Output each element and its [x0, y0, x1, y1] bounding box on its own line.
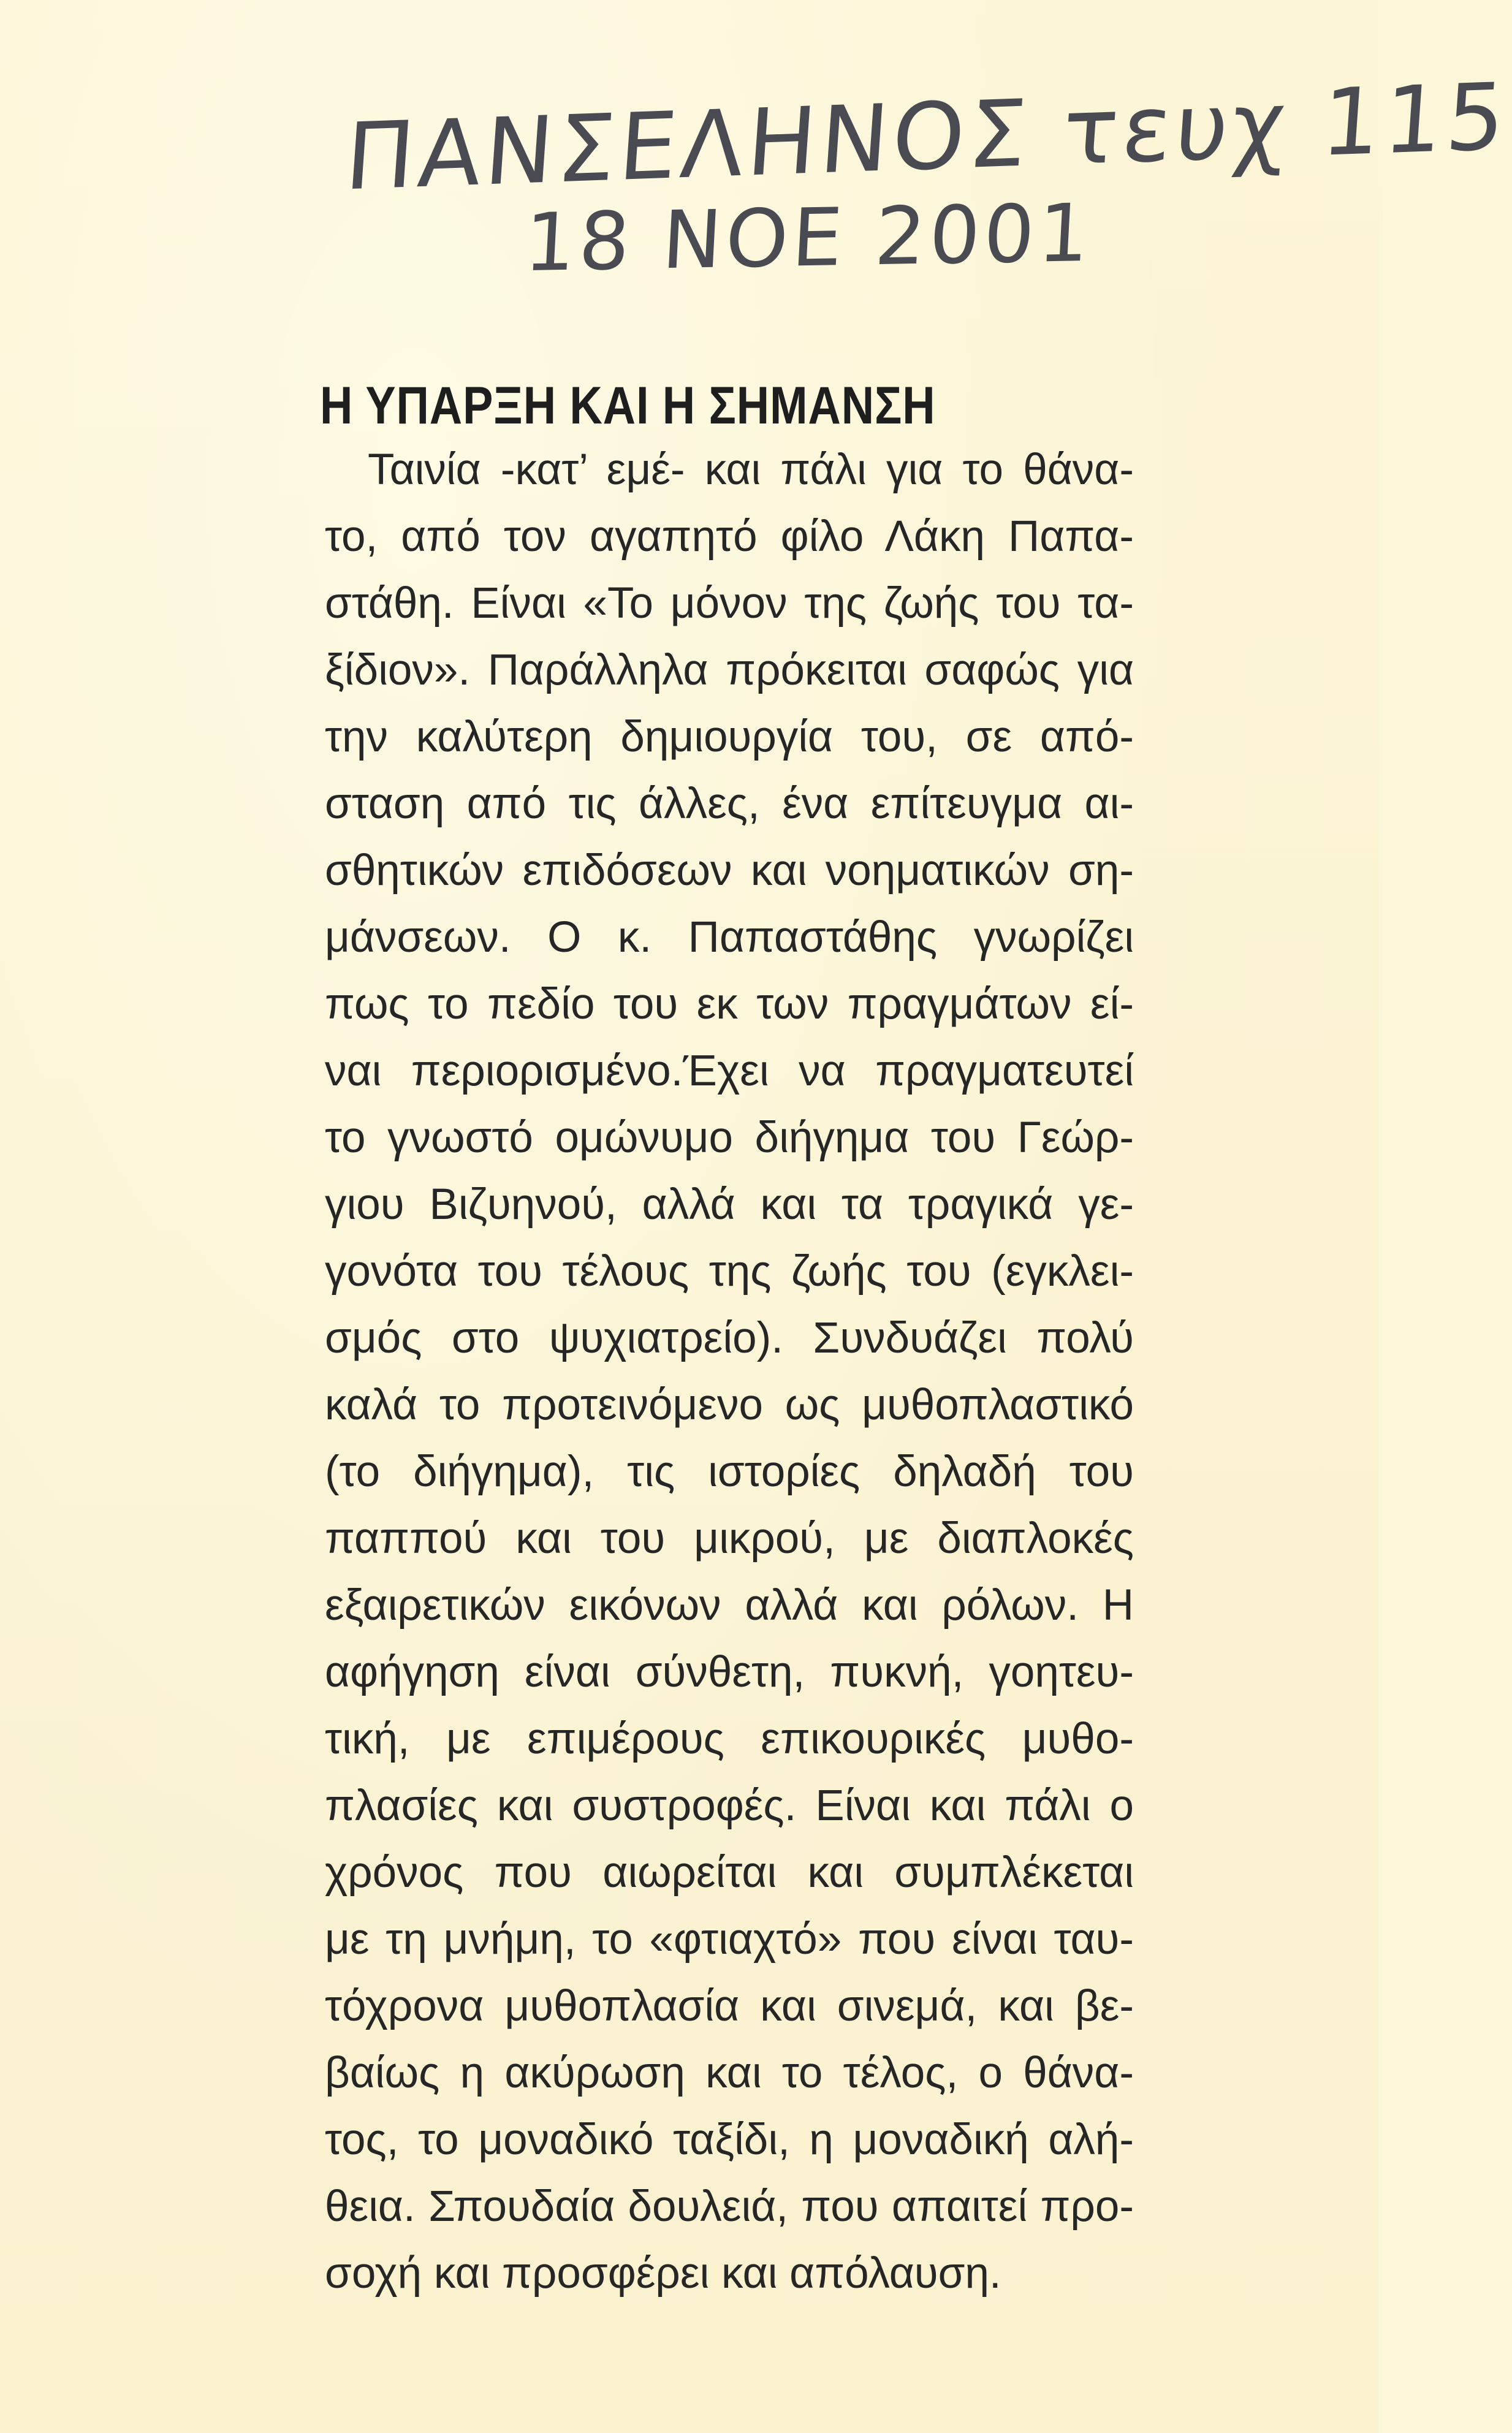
article-line: την καλύτερη δημιουργία του, σε από- [325, 713, 1134, 761]
article-line: Ταινία -κατ’ εμέ- και πάλι για το θάνα- [368, 446, 1134, 494]
handwritten-publication: ΠΑΝΣΕΛΗΝΟΣ τευχ 115 [341, 63, 1512, 211]
article-headline: Η ΥΠΑΡΞΗ ΚΑΙ Η ΣΗΜΑΝΣΗ [320, 376, 936, 435]
article-line: το, από τον αγαπητό φίλο Λάκη Παπα- [325, 512, 1134, 561]
article-line: τος, το μοναδικό ταξίδι, η μοναδική αλή- [325, 2116, 1134, 2164]
article-line: χρόνος που αιωρείται και συμπλέκεται [325, 1848, 1134, 1897]
article-line: σταση από τις άλλες, ένα επίτευγμα αι- [325, 780, 1134, 828]
article-line: μάνσεων. Ο κ. Παπαστάθης γνωρίζει [325, 913, 1134, 962]
article-line: βαίως η ακύρωση και το τέλος, ο θάνα- [325, 2049, 1134, 2097]
article-line: ναι περιορισμένο.Έχει να πραγματευτεί [325, 1047, 1134, 1095]
article-line: καλά το προτεινόμενο ως μυθοπλαστικό [325, 1381, 1134, 1429]
article-line: αφήγηση είναι σύνθετη, πυκνή, γοητευ- [325, 1648, 1134, 1696]
article-line: (το διήγημα), τις ιστορίες δηλαδή του [325, 1448, 1134, 1496]
handwritten-source-note [331, 63, 1512, 300]
article-line: παππού και του μικρού, με διαπλοκές [325, 1514, 1134, 1563]
article-line: το γνωστό ομώνυμο διήγημα του Γεώρ- [325, 1114, 1134, 1162]
article-line: θεια. Σπουδαία δουλειά, που απαιτεί προ- [325, 2182, 1134, 2231]
article-line: γιου Βιζυηνού, αλλά και τα τραγικά γε- [325, 1180, 1134, 1229]
article-line: σμός στο ψυχιατρείο). Συνδυάζει πολύ [325, 1314, 1134, 1362]
handwritten-date: 18 ΝΟΕ 2001 [522, 186, 1095, 290]
article-line: πλασίες και συστροφές. Είναι και πάλι ο [325, 1782, 1134, 1830]
article-line: με τη μνήμη, το «φτιαχτό» που είναι ταυ- [325, 1915, 1134, 1964]
article-line: ξίδιον». Παράλληλα πρόκειται σαφώς για [325, 646, 1134, 694]
article-line: τική, με επιμέρους επικουρικές μυθο- [325, 1715, 1134, 1763]
article-line: σθητικών επιδόσεων και νοηματικών ση- [325, 846, 1134, 895]
article-line: πως το πεδίο του εκ των πραγμάτων εί- [325, 980, 1134, 1028]
article-line: στάθη. Είναι «Το μόνον της ζωής του τα- [325, 579, 1134, 628]
article-line: εξαιρετικών εικόνων αλλά και ρόλων. Η [325, 1581, 1134, 1630]
article-line: τόχρονα μυθοπλασία και σινεμά, και βε- [325, 1982, 1134, 2030]
article-line: γονότα του τέλους της ζωής του (εγκλει- [325, 1247, 1134, 1296]
article-body [325, 436, 1134, 2307]
article-line: σοχή και προσφέρει και απόλαυση. [325, 2249, 1001, 2298]
